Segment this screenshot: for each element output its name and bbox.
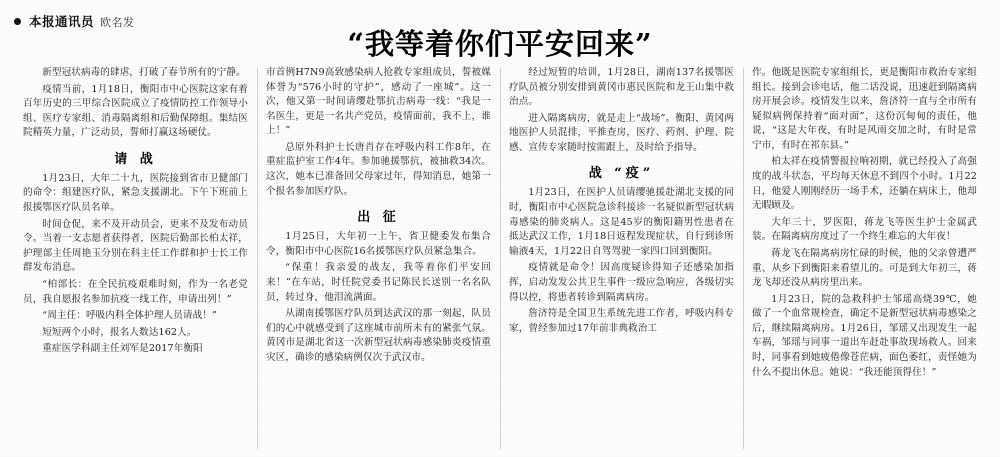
paragraph: 进入隔离病房，就是走上“战场”。衡阳、黄冈两地医护人员混排，平推查房，医疗、药剂、护理、院感、宣传专家随时按需跟上，及时给予指导。 (509, 112, 734, 153)
paragraph: 1月23日，在医护人员请缨驰援赴湖北支援的同时，衡阳市中心医院急诊科接诊一名疑似新型冠状病毒感染的肺炎病人。这是45岁的衡阳籍男性患者在抵达武汉工作，1月18日返程发现症状，自行到诊所输液4天，1月22日自驾驾驶一家四口回到衡阳。 (509, 187, 734, 257)
paragraph: 短短两个小时，报名人数达162人。 (42, 326, 197, 338)
paragraph: “柏部长：在全民抗疫艰难时刻，作为一名老党员，我自愿报名参加抗疫一线工作，申请出列！” (23, 278, 248, 305)
paragraph: “周主任：呼吸内科全体护理人员请战！” (42, 310, 217, 322)
paragraph: 从湖南援鄂医疗队员到达武汉的那一刻起，队员们的心中就感受到了这座城市前所未有的紧张气氛。黄冈市是湖北省这一次新型冠状病毒感染肺炎疫情重灾区，确诊的感染病例仅次于武汉市。 (266, 308, 491, 363)
column-3 (500, 66, 743, 451)
paragraph: 时间仓促，来不及开动员会，更来不及发布动员令。当着一支志愿者获得者，医院后勤部长柏太祥，护理部主任周艳玉分别在科主任工作群和护士长工作群发布消息。 (23, 218, 248, 274)
page-title: “我等着你们平安回来” (347, 27, 653, 61)
paragraph: 柏太祥在疫情警报拉响初期，就已经投入了高强度的战斗状态，平均每天休息不到四个小时。1月22日，他爱人刚刚经历一场手术，还躺在病床上，他却无暇顾及。 (752, 156, 977, 212)
paragraph: 大年三十，罗医阳，蒋龙飞等医生护士金属武装。在隔离病房度过了一个终生难忘的大年夜！ (752, 216, 977, 243)
paragraph: 疫情当前，1月18日，衡阳市中心医院这家有着百年历史的三甲综合医院成立了疫情防控工作领导小组、医疗专家组、消毒隔离组和后勤保障组。集结医院精英力量，广泛动员，誓师打赢这场硬仗。 (23, 83, 248, 139)
masthead-label: 本报通讯员 (29, 14, 95, 29)
paragraph: 1月23日，大年二十九，医院接到省市卫健部门的命令：组建医疗队，紧急支援湖北。下午下班前上报援鄂医疗队员名单。 (23, 172, 248, 214)
paragraph: 市首例H7N9高致感染病人抢救专家组成员，誓被媒体誉为“576小时的守护”，感动了一座城”。这一次，他又第一时间请缨赴鄂抗击病毒一线：“我是一名医生，更是一名共产党员，疫情面前，我不上，谁上！” (266, 67, 491, 137)
section-heading: 战 “疫” (588, 166, 655, 182)
paragraph: 作。他既是医院专家组组长，更是衡阳市救治专家组组长。接到会诊电话，他二话没说，迅速赶到隔离病房开展会诊。疫情发生以来，詹济符一直与全市所有疑似病例保持着“面对面”，这份沉甸甸的责任，他说，“这是大年夜，有时是风雨交加之时，有时是常宁市，有时在祁东县。” (752, 67, 977, 151)
section-heading: 出 征 (357, 210, 400, 226)
paragraph: 重症医学科副主任刘军是2017年衡阳 (42, 343, 203, 355)
column-1 (14, 66, 257, 451)
paragraph: 蒋龙飞在隔离病房忙碌的时候，他的父亲曾遭严重、从乡下到衡阳来看望儿的。可是到大年初三，蒋龙飞却还没从病房里出来。 (752, 247, 977, 289)
paragraph: 经过短暂的培训，1月28日，湖南137名援鄂医疗队员被分别安排到黄冈市惠民医院和龙王山集中救治点。 (509, 67, 734, 108)
paragraph: “保重！我亲爱的战友，我等着你们平安回来！”在车站，时任院党委书记陈民长送别一名名队员，转过身，他泪流满面。 (266, 262, 491, 303)
column-4 (743, 66, 986, 451)
paragraph: 疫情就是命令！因高度疑诊得知子还感染加指挥，启动发发公共卫生事件一级应急响应，各级切实得以控，将患者转诊到隔离病房。 (509, 262, 734, 303)
paragraph: 总原外科护士长唐肖存在呼吸内科工作8年，在重症监护室工作4年。参加驰援鄂抗，被抽救34次。这次，她本已准备回父母家过年，得知消息，她第一个报名参加医疗队。 (266, 141, 491, 197)
masthead-byline: 欧名发 (100, 16, 135, 29)
section-heading: 请 战 (114, 151, 157, 167)
paragraph: 1月25日，大年初一上午，省卫健委发布集合令，衡阳市中心医院16名援鄂医疗队员紧急集合。 (266, 231, 491, 257)
paragraph: 1月23日，院的急救科护士邹瑶高烧39℃，她做了一个血常规检查，确定不是新型冠状病毒感染之后，继续隔离病房。1月26日，邹瑶又出现发生一起车祸，邹瑶与同事一道出车赶赴事故现场救人。回来时，同事看到她疲倦像苍茫病，面色萎红，责怪她为什么不提出休息。她说：“我还能顶得住！” (752, 293, 977, 378)
column-2 (257, 66, 500, 451)
paragraph: 新型冠状病毒的肆虐，打破了春节所有的宁静。 (42, 67, 246, 78)
article-columns (14, 66, 986, 451)
paragraph: 詹济符是全国卫生系统先进工作者，呼吸内科专家，曾经参加过17年前非典救治工 (509, 308, 734, 334)
